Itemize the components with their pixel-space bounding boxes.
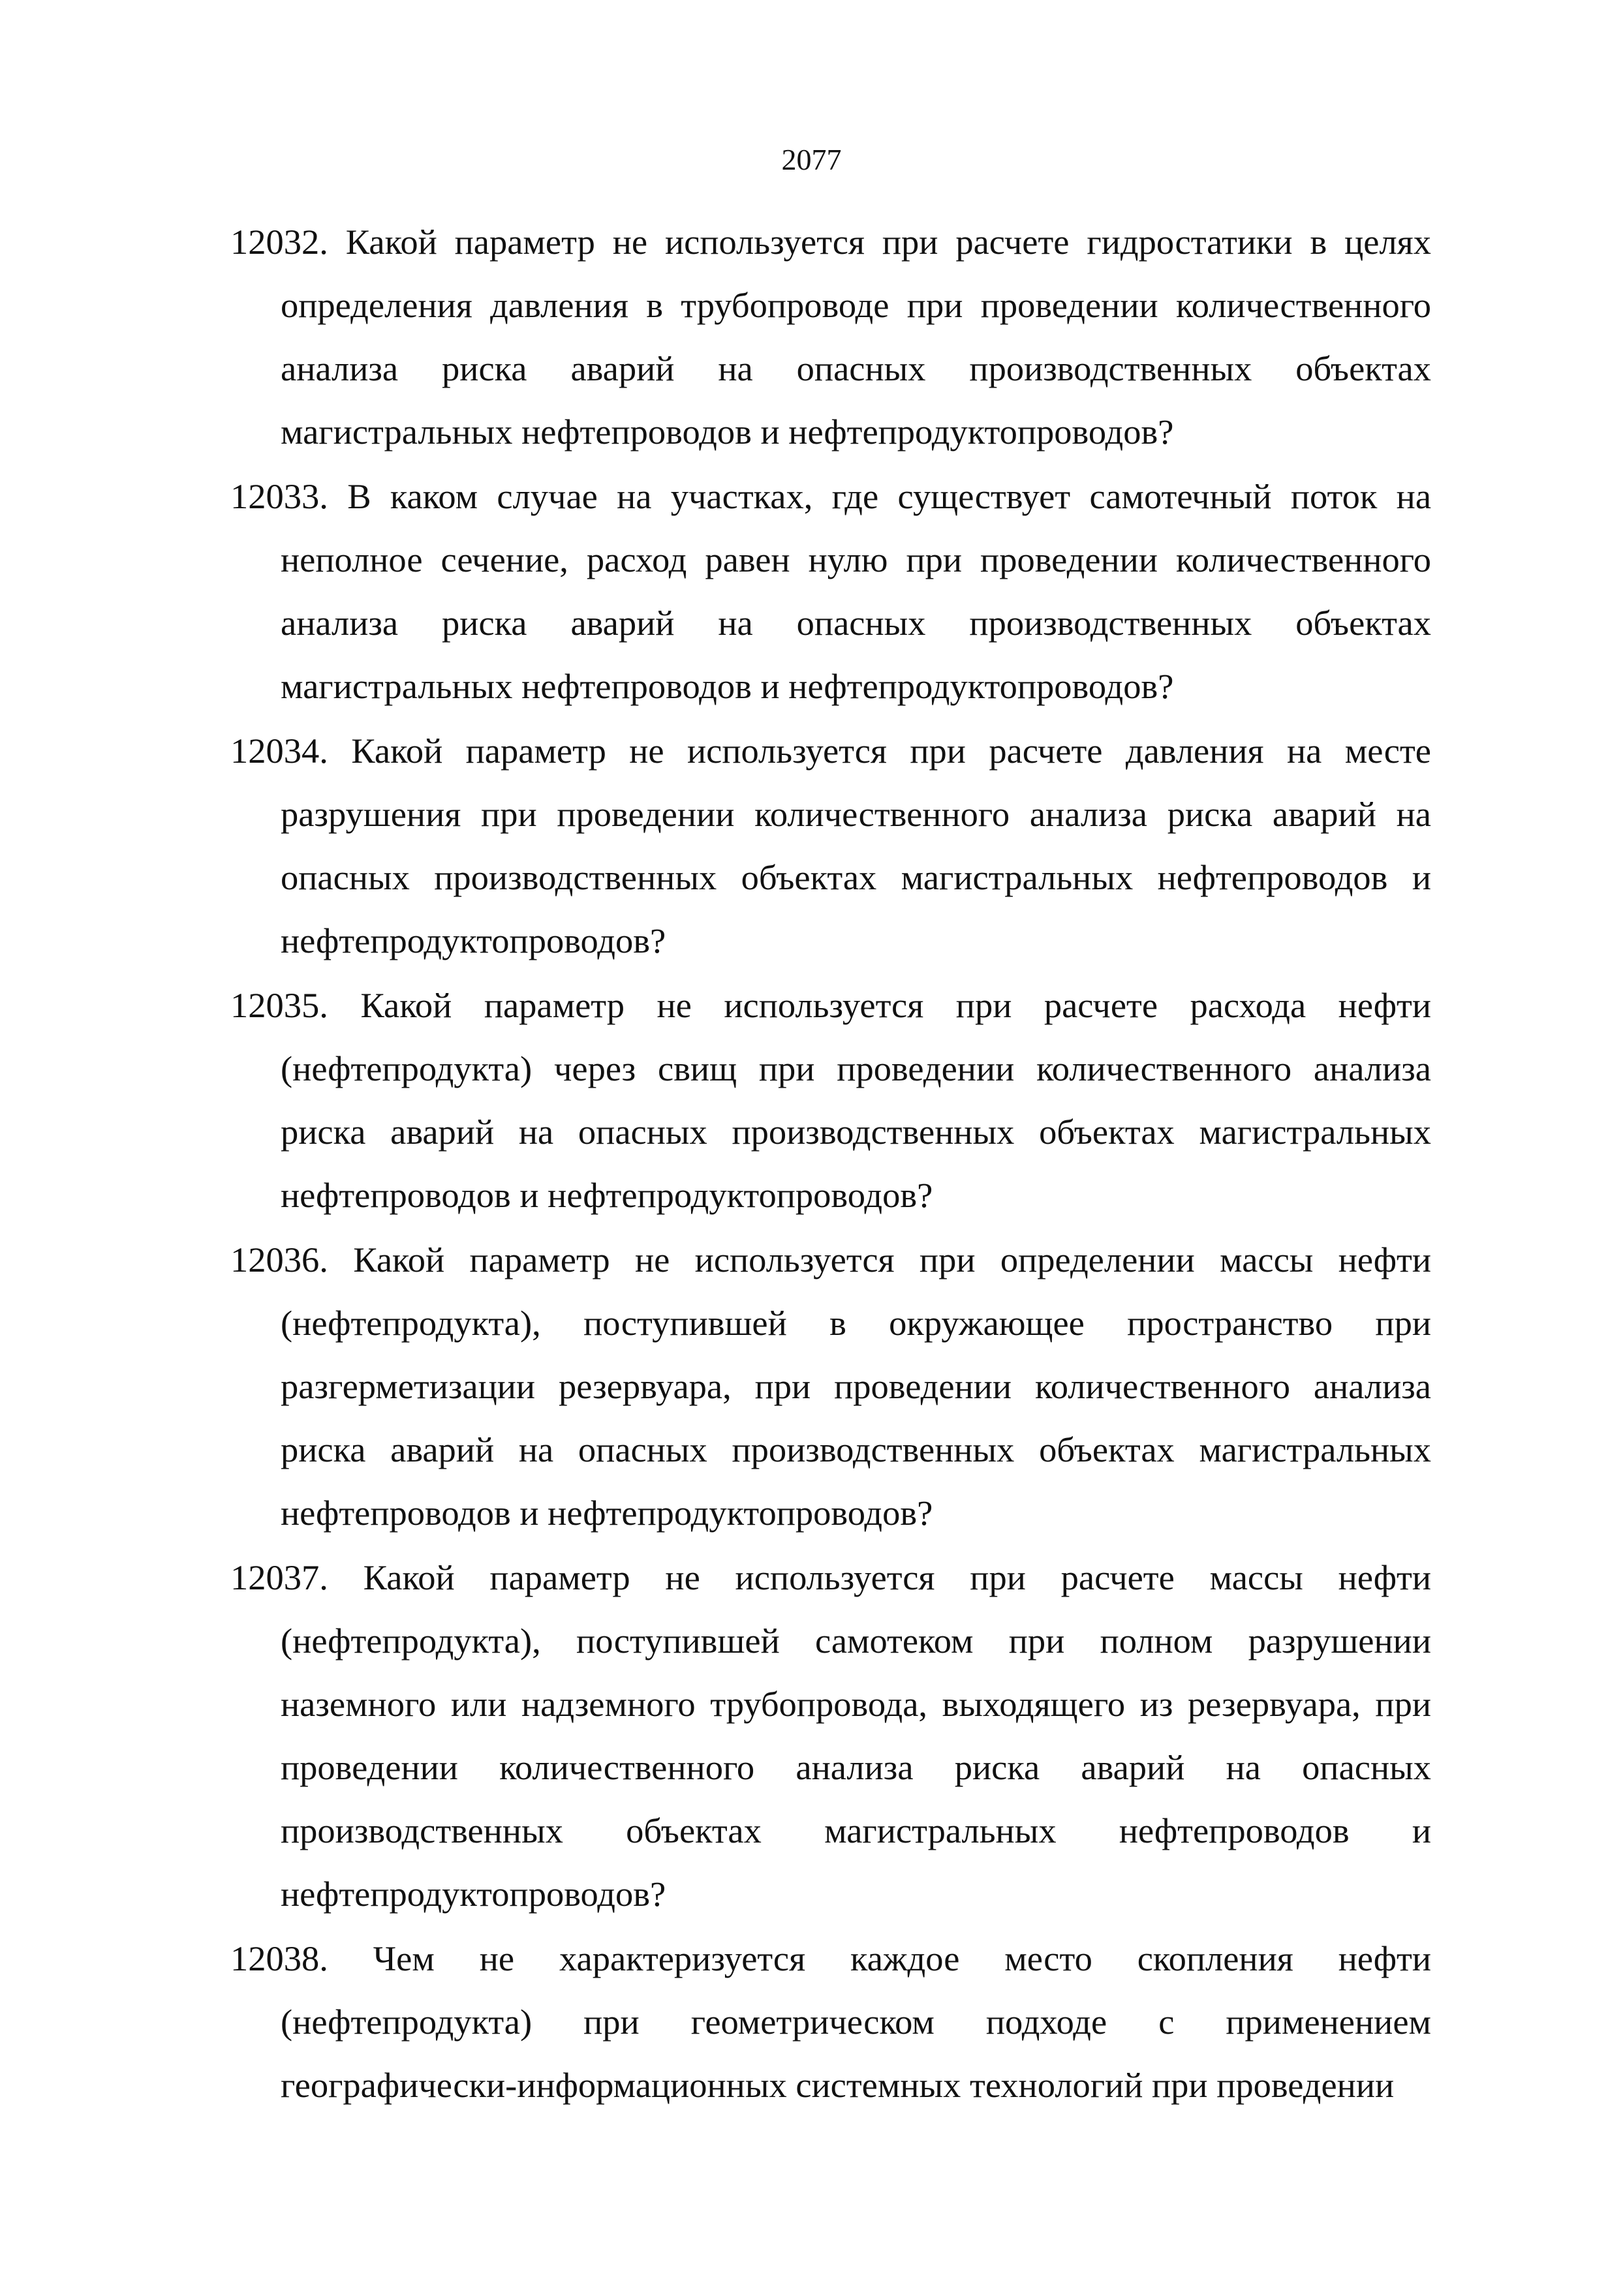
question-item — [230, 210, 1431, 463]
question-text: Какой параметр не используется при расчете гидростатики в целях определения давления в трубопроводе при проведении количественного анализа риска аварий на опасных производственных объектах магистральных нефтепроводов и нефтепродуктопроводов? — [281, 222, 1431, 452]
question-item — [230, 973, 1431, 1227]
question-text: Какой параметр не используется при определении массы нефти (нефтепродукта), поступившей в окружающее пространство при разгерметизации резервуара, при проведении количественного анализа риска аварий на опасных производственных объектах магистральных нефтепроводов и нефтепродуктопроводов? — [281, 1240, 1432, 1533]
question-item — [230, 1228, 1431, 1544]
question-item — [230, 719, 1431, 972]
page-number: 2077 — [781, 143, 842, 176]
question-number: 12032. — [230, 222, 346, 262]
question-item — [230, 1927, 1431, 2117]
question-text: В каком случае на участках, где существует самотечный поток на неполное сечение, расход равен нулю при проведении количественного анализа риска аварий на опасных производственных объектах магистральных нефтепроводов и нефтепродуктопроводов? — [281, 476, 1432, 706]
question-number: 12034. — [230, 731, 352, 771]
question-item — [230, 1546, 1431, 1925]
question-number: 12038. — [230, 1938, 373, 1978]
question-text: Какой параметр не используется при расчете давления на месте разрушения при проведении количественного анализа риска аварий на опасных производственных объектах магистральных нефтепроводов и нефтепродуктопроводов? — [281, 731, 1431, 960]
question-text: Чем не характеризуется каждое место скопления нефти (нефтепродукта) при геометрическом подходе с применением географически-информационных системных технологий при проведении — [281, 1938, 1432, 2105]
question-list — [230, 210, 1431, 2118]
question-item — [230, 465, 1431, 718]
question-number: 12036. — [230, 1240, 354, 1279]
question-number: 12037. — [230, 1557, 363, 1597]
question-number: 12033. — [230, 476, 348, 516]
question-number: 12035. — [230, 985, 361, 1025]
question-text: Какой параметр не используется при расчете массы нефти (нефтепродукта), поступившей самотеком при полном разрушении наземного или надземного трубопровода, выходящего из резервуара, при проведении количественного анализа риска аварий на опасных производственных объектах магистральных нефтепроводов и нефтепродуктопроводов? — [281, 1557, 1432, 1914]
question-text: Какой параметр не используется при расчете расхода нефти (нефтепродукта) через свищ при проведении количественного анализа риска аварий на опасных производственных объектах магистральных нефтепроводов и нефтепродуктопроводов? — [281, 985, 1431, 1215]
